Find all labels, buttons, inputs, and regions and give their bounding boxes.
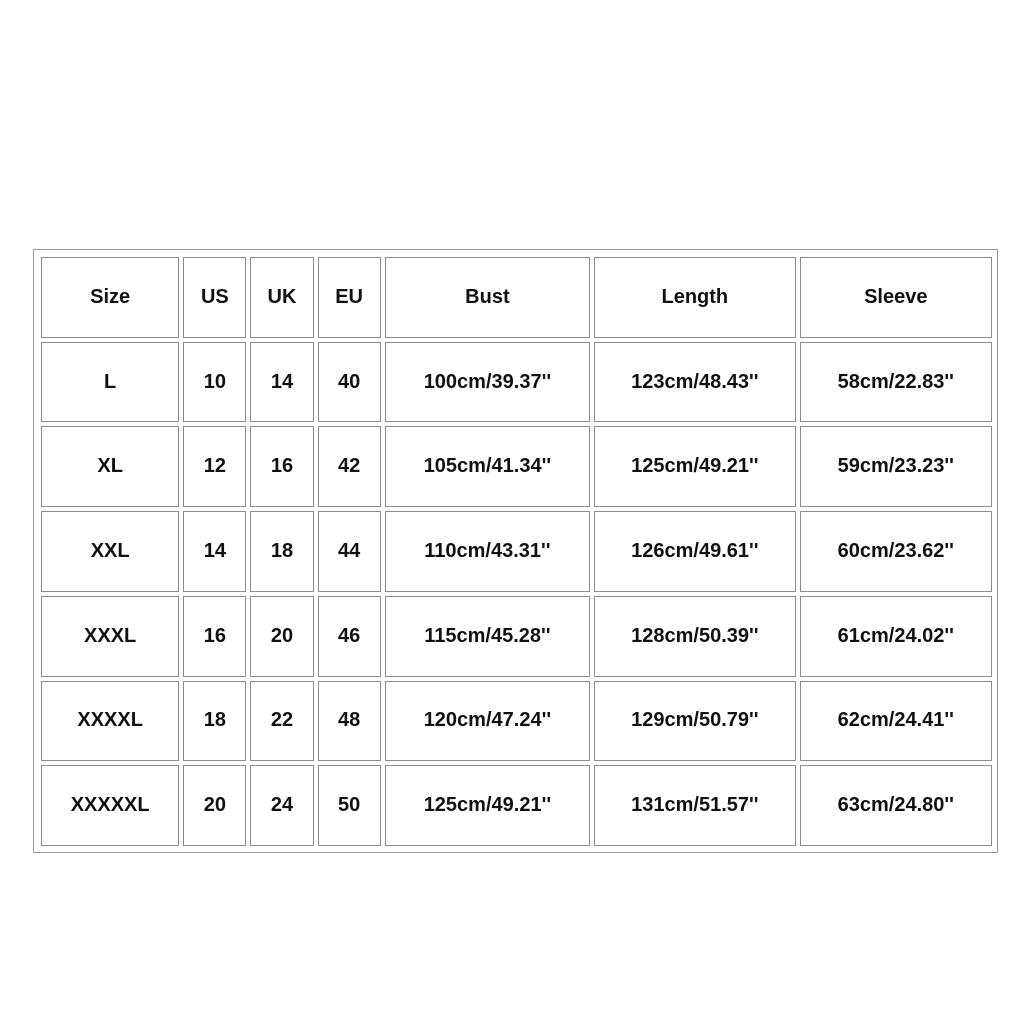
cell-bust: 105cm/41.34''	[385, 426, 590, 507]
header-cell-us: US	[183, 257, 246, 338]
cell-length: 123cm/48.43''	[594, 342, 795, 423]
cell-us: 16	[183, 596, 246, 677]
size-chart-table	[37, 253, 996, 850]
cell-eu: 46	[318, 596, 381, 677]
table-row	[41, 342, 992, 423]
cell-size: XXXXL	[41, 681, 179, 762]
cell-eu: 44	[318, 511, 381, 592]
cell-length: 131cm/51.57''	[594, 765, 795, 846]
cell-length: 129cm/50.79''	[594, 681, 795, 762]
cell-length: 125cm/49.21''	[594, 426, 795, 507]
cell-eu: 50	[318, 765, 381, 846]
cell-bust: 110cm/43.31''	[385, 511, 590, 592]
cell-uk: 14	[250, 342, 313, 423]
cell-uk: 24	[250, 765, 313, 846]
header-cell-eu: EU	[318, 257, 381, 338]
cell-length: 128cm/50.39''	[594, 596, 795, 677]
table-row	[41, 596, 992, 677]
cell-bust: 120cm/47.24''	[385, 681, 590, 762]
cell-us: 10	[183, 342, 246, 423]
cell-eu: 48	[318, 681, 381, 762]
cell-bust: 115cm/45.28''	[385, 596, 590, 677]
cell-uk: 22	[250, 681, 313, 762]
table-row	[41, 765, 992, 846]
cell-size: XXXXXL	[41, 765, 179, 846]
cell-uk: 20	[250, 596, 313, 677]
table-row	[41, 681, 992, 762]
header-cell-length: Length	[594, 257, 795, 338]
cell-sleeve: 58cm/22.83''	[800, 342, 992, 423]
cell-sleeve: 61cm/24.02''	[800, 596, 992, 677]
cell-us: 18	[183, 681, 246, 762]
cell-size: XL	[41, 426, 179, 507]
cell-us: 12	[183, 426, 246, 507]
cell-sleeve: 62cm/24.41''	[800, 681, 992, 762]
table-row	[41, 511, 992, 592]
cell-length: 126cm/49.61''	[594, 511, 795, 592]
cell-eu: 42	[318, 426, 381, 507]
cell-bust: 100cm/39.37''	[385, 342, 590, 423]
cell-sleeve: 59cm/23.23''	[800, 426, 992, 507]
header-row	[41, 257, 992, 338]
header-cell-bust: Bust	[385, 257, 590, 338]
cell-uk: 18	[250, 511, 313, 592]
header-cell-size: Size	[41, 257, 179, 338]
cell-bust: 125cm/49.21''	[385, 765, 590, 846]
cell-sleeve: 63cm/24.80''	[800, 765, 992, 846]
cell-us: 20	[183, 765, 246, 846]
cell-sleeve: 60cm/23.62''	[800, 511, 992, 592]
table-row	[41, 426, 992, 507]
cell-us: 14	[183, 511, 246, 592]
cell-size: XXL	[41, 511, 179, 592]
cell-size: L	[41, 342, 179, 423]
header-cell-uk: UK	[250, 257, 313, 338]
cell-eu: 40	[318, 342, 381, 423]
cell-uk: 16	[250, 426, 313, 507]
cell-size: XXXL	[41, 596, 179, 677]
header-cell-sleeve: Sleeve	[800, 257, 992, 338]
